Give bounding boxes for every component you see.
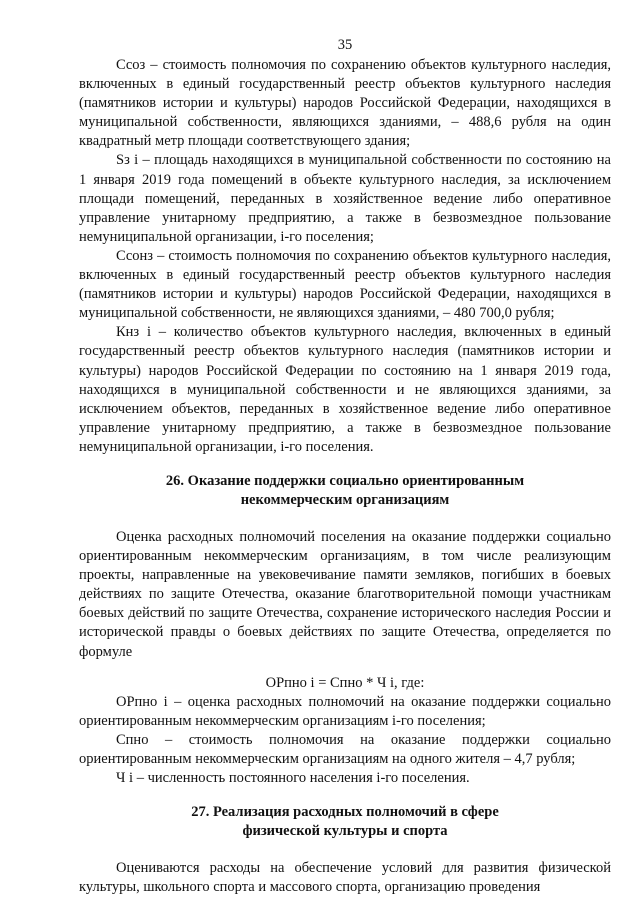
section-26-heading-line-2: некоммерческим организациям — [240, 491, 450, 508]
section-27-intro: Оцениваются расходы на обеспечение условий для развития физической культуры, школьного спорта и массового спорта, организацию проведения — [79, 860, 611, 896]
document-page — [79, 36, 611, 897]
paragraph-ssoz-definition: Ссоз – стоимость полномочия по сохранению объектов культурного наследия, включенных в единый государственный реестр объектов культурного наследия (памятников истории и культуры) народов Российской Федерации, находящихся в муниципальной собственности, являющихся зданиями, – 488,6 рубля на один квадратный метр площади соответствующего здания; — [79, 57, 611, 150]
page-number: 35 — [337, 37, 353, 53]
paragraph-ssonz-definition: Ссонз – стоимость полномочия по сохранению объектов культурного наследия, включенных в единый государственный реестр объектов культурного наследия (памятников истории и культуры) народов Российской Федерации, находящихся в муниципальной собственности, не являющихся зданиями, – 480 700,0 рубля; — [79, 247, 611, 322]
definition-ch: Ч i – численность постоянного населения i-го поселения. — [116, 770, 470, 787]
section-26-intro: Оценка расходных полномочий поселения на оказание поддержки социально ориентированным некоммерческим организациям, в том числе реализующим проекты, направленные на увековечивание памяти земляков, погибших в боевых действиях по защите Отечества, оказание благотворительной помощи участникам боевых действий по защите Отечества, сохранение исторического наследия России и исторической правды о боевых действиях по защите Отечества, определяется по формуле — [79, 528, 611, 660]
paragraph-sz-definition: Sз i – площадь находящихся в муниципальной собственности по состоянию на 1 января 2019 года помещений в объекте культурного наследия, за исключением площади помещений, переданных в хозяйственное ведение либо оперативное управление унитарному предприятию, а также в безвозмездное пользование немуниципальной организации, i-го поселения; — [79, 152, 611, 245]
section-27-heading-line-2: физической культуры и спорта — [242, 823, 448, 840]
section-27-heading-line-1: 27. Реализация расходных полномочий в сфере — [191, 804, 499, 821]
definition-spno: Спно – стоимость полномочия на оказание поддержки социально ориентированным некоммерческим организациям на одного жителя – 4,7 рубля; — [79, 731, 611, 767]
section-26-heading-line-1: 26. Оказание поддержки социально ориентированным — [165, 472, 525, 489]
section-26-formula: ОРпно i = Спно * Ч i, где: — [265, 674, 425, 691]
definition-orpno: ОРпно i – оценка расходных полномочий на оказание поддержки социально ориентированным некоммерческим организациям i-го поселения; — [79, 693, 611, 729]
section-26-heading — [79, 472, 611, 510]
paragraph-knz-definition: Кнз i – количество объектов культурного наследия, включенных в единый государственный реестр объектов культурного наследия (памятников истории и культуры) народов Российской Федерации по состоянию на 1 января 2019 года, находящихся в муниципальной собственности и не являющихся зданиями, за исключением объектов, переданных в хозяйственное ведение либо оперативное управление унитарному предприятию, а также в безвозмездное пользование немуниципальной организации, i-го поселения. — [79, 324, 611, 455]
section-27-heading — [79, 803, 611, 841]
